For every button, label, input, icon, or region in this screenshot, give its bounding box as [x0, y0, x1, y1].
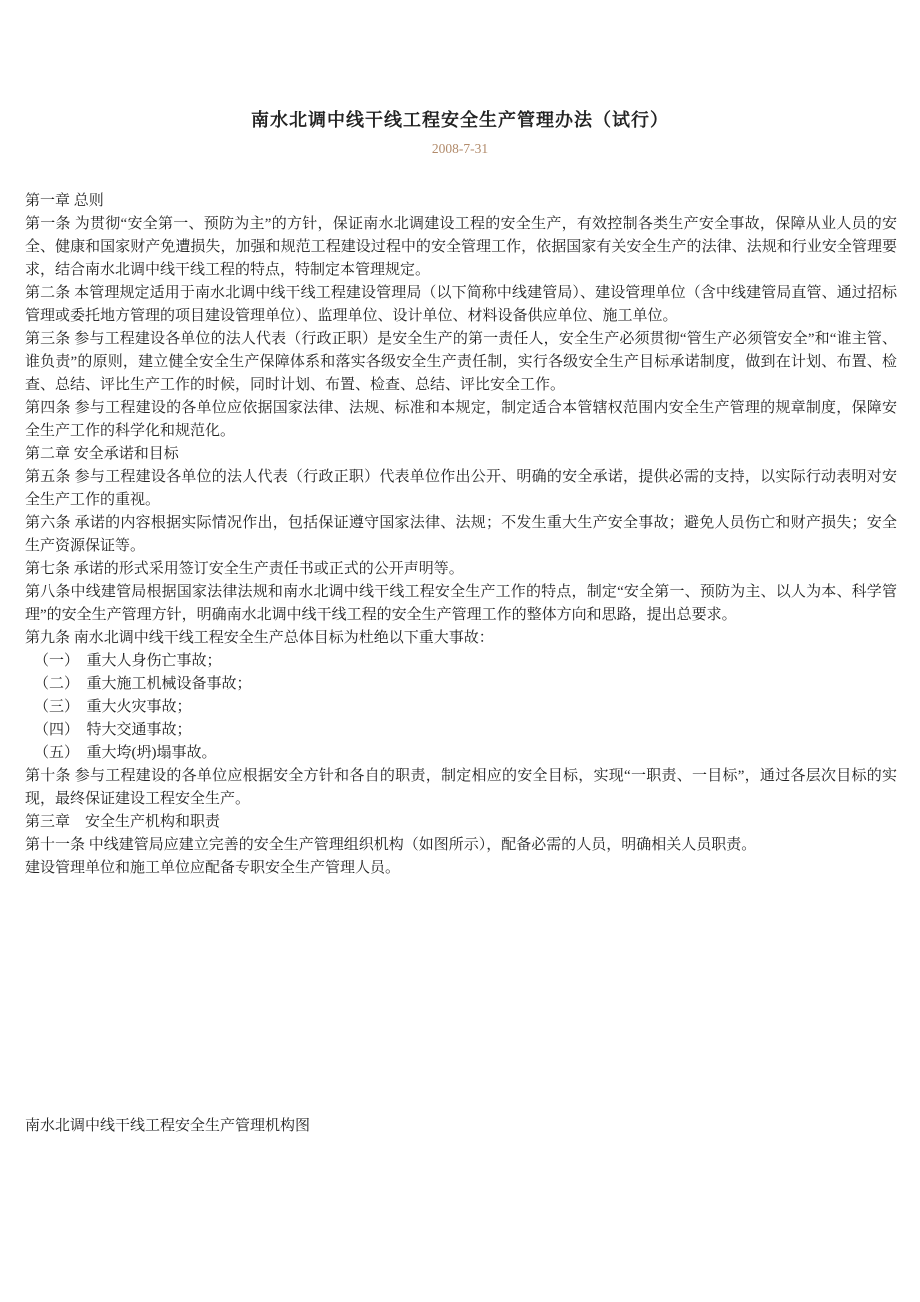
publish-date: 2008-7-31	[431, 141, 489, 156]
list-item-4: （四） 特大交通事故；	[34, 722, 192, 738]
list-item-3: （三） 重大火灾事故；	[34, 699, 192, 715]
chapter-heading-1: 第一章 总则	[25, 193, 104, 209]
article-9: 第九条 南水北调中线干线工程安全生产总体目标为杜绝以下重大事故：	[25, 630, 494, 646]
chapter-heading-3: 第三章 安全生产机构和职责	[25, 814, 221, 830]
document-body	[25, 190, 897, 1138]
article-11-continued: 建设管理单位和施工单位应配备专职安全生产管理人员。	[25, 860, 401, 876]
article-3: 第三条 参与工程建设各单位的法人代表（行政正职）是安全生产的第一责任人，安全生产必须贯彻“管生产必须管安全”和“谁主管、谁负责”的原则，建立健全安全生产保障体系和落实各级安全生产责任制，实行各级安全生产目标承诺制度，做到在计划、布置、检查、总结、评比生产工作的时候，同时计划、布置、检查、总结、评比安全工作。	[25, 331, 897, 393]
article-2: 第二条 本管理规定适用于南水北调中线干线工程建设管理局（以下简称中线建管局）、建设管理单位（含中线建管局直管、通过招标管理或委托地方管理的项目建设管理单位）、监理单位、设计单位、材料设备供应单位、施工单位。	[25, 285, 897, 324]
article-10: 第十条 参与工程建设的各单位应根据安全方针和各自的职责，制定相应的安全目标，实现“一职责、一目标”，通过各层次目标的实现，最终保证建设工程安全生产。	[25, 768, 897, 807]
article-1: 第一条 为贯彻“安全第一、预防为主”的方针，保证南水北调建设工程的安全生产，有效控制各类生产安全事故，保障从业人员的安全、健康和国家财产免遭损失，加强和规范工程建设过程中的安全管理工作，依据国家有关安全生产的法律、法规和行业安全管理要求，结合南水北调中线干线工程的特点，特制定本管理规定。	[25, 216, 897, 278]
article-6: 第六条 承诺的内容根据实际情况作出，包括保证遵守国家法律、法规；不发生重大生产安全事故；避免人员伤亡和财产损失；安全生产资源保证等。	[25, 515, 897, 554]
chapter-heading-2: 第二章 安全承诺和目标	[25, 446, 179, 462]
article-11: 第十一条 中线建管局应建立完善的安全生产管理组织机构（如图所示），配备必需的人员，明确相关人员职责。	[25, 837, 757, 853]
article-5: 第五条 参与工程建设各单位的法人代表（行政正职）代表单位作出公开、明确的安全承诺，提供必需的支持，以实际行动表明对安全生产工作的重视。	[25, 469, 897, 508]
document-title: 南水北调中线干线工程安全生产管理办法（试行）	[251, 110, 669, 130]
list-item-1: （一） 重大人身伤亡事故；	[34, 653, 222, 669]
list-item-5: （五） 重大垮(坍)塌事故。	[34, 745, 217, 761]
article-4: 第四条 参与工程建设的各单位应依据国家法律、法规、标准和本规定，制定适合本管辖权范围内安全生产管理的规章制度，保障安全生产工作的科学化和规范化。	[25, 400, 897, 439]
article-7: 第七条 承诺的形式采用签订安全生产责任书或正式的公开声明等。	[25, 561, 464, 577]
list-item-2: （二） 重大施工机械设备事故；	[34, 676, 252, 692]
article-8: 第八条中线建管局根据国家法律法规和南水北调中线干线工程安全生产工作的特点，制定“安全第一、预防为主、以人为本、科学管理”的安全生产管理方针，明确南水北调中线干线工程的安全生产管理工作的整体方向和思路，提出总要求。	[25, 584, 897, 623]
figure-caption: 南水北调中线干线工程安全生产管理机构图	[25, 1118, 311, 1134]
